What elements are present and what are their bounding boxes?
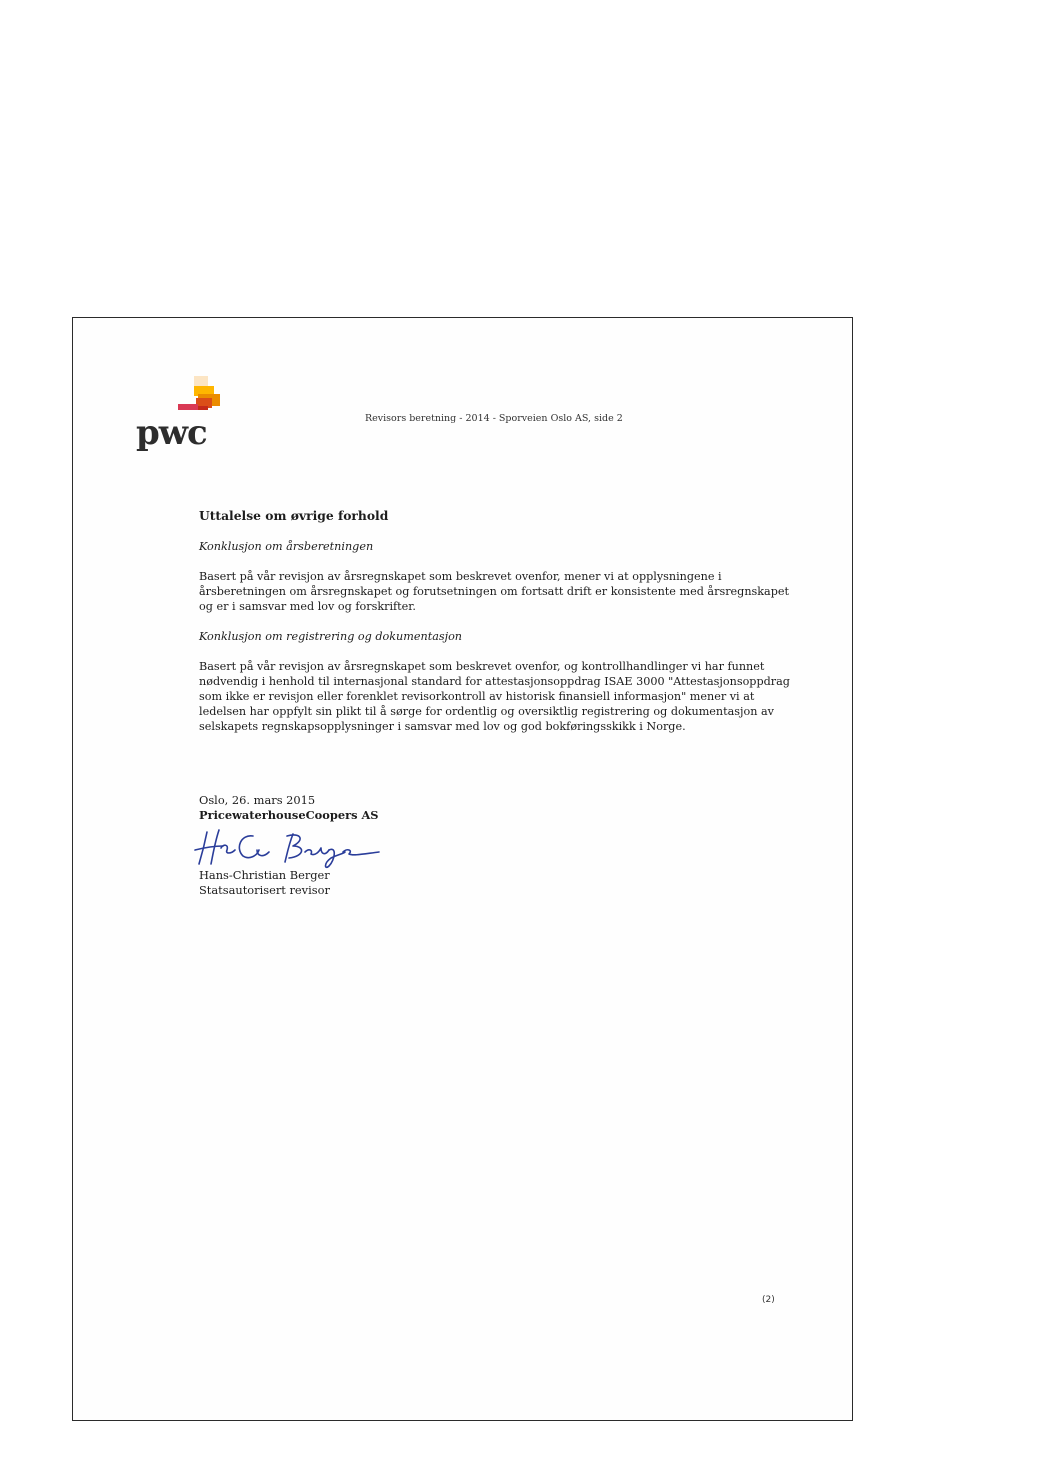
section2-paragraph: Basert på vår revisjon av årsregnskapet som beskrevet ovenfor, og kontrollhandlinger vi har funnet nødvendig i henhold til internasjonal standard for attestasjonsoppdrag ISAE 3000 "Attestasjonsoppdrag som ikke er revisjon eller forenklet revisorkontroll av historisk finansiell informasjon" mener vi at ledelsen har oppfylt sin plikt til å sørge for ordentlig og oversiktlig registrering og dokumentasjon av selskapets regnskapsopplysninger i samsvar med lov og god bokføringsskikk i Norge.: [199, 660, 790, 733]
page-frame: [72, 317, 853, 1421]
document-body: [199, 508, 799, 749]
firm-name: PricewaterhouseCoopers AS: [199, 808, 379, 822]
signer-title: Statsautorisert revisor: [199, 883, 330, 897]
section1-title: Konklusjon om årsberetningen: [199, 540, 374, 553]
running-header: Revisors beretning - 2014 - Sporveien Oslo AS, side 2: [365, 413, 623, 424]
sign-block: [199, 793, 379, 823]
section1-paragraph: Basert på vår revisjon av årsregnskapet som beskrevet ovenfor, mener vi at opplysningene i årsberetningen om årsregnskapet og forutsetningen om fortsatt drift er konsistente med årsregnskapet og er i samsvar med lov og forskrifter.: [199, 570, 789, 613]
place-date: Oslo, 26. mars 2015: [199, 793, 316, 807]
handwritten-signature: [193, 826, 383, 870]
pwc-logo: [136, 376, 236, 456]
logo-wordmark: pwc: [136, 413, 207, 453]
section-heading: Uttalelse om øvrige forhold: [199, 508, 389, 523]
section2-title: Konklusjon om registrering og dokumentasjon: [199, 630, 463, 643]
signer-block: [199, 868, 330, 898]
signer-name: Hans-Christian Berger: [199, 868, 330, 882]
page-number: (2): [762, 1295, 775, 1305]
